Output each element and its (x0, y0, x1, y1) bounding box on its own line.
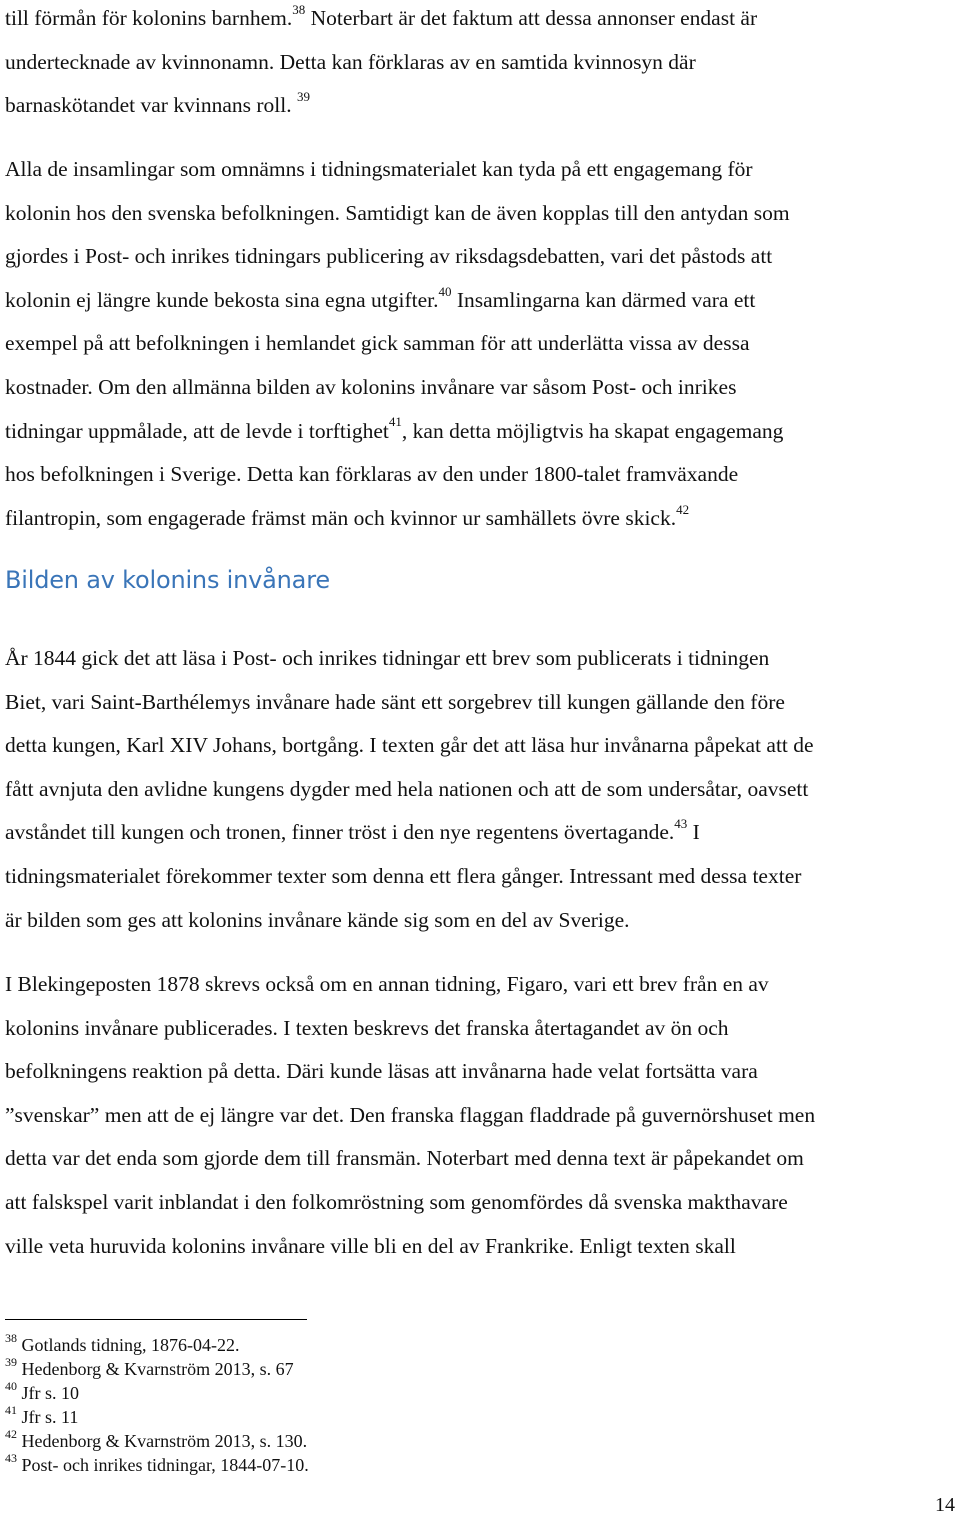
text-segment: Noterbart är det faktum att dessa annonser endast är (305, 6, 758, 30)
paragraph-1 (5, 0, 955, 128)
footnotes (5, 1333, 309, 1477)
footnote-number: 41 (5, 1403, 17, 1417)
footnote-number: 42 (5, 1427, 17, 1441)
footnote-reference: 42 (676, 501, 690, 517)
text-line (5, 681, 955, 725)
text-segment: kolonin ej längre kunde bekosta sina egna utgifter. (5, 287, 439, 312)
text-line (5, 855, 955, 899)
footnote-39 (5, 1357, 309, 1381)
text-segment: fått avnjuta den avlidne kungens dygder med hela nationen och att de som undersåtar, oavsett (5, 776, 809, 801)
footnote-reference: 41 (388, 414, 402, 430)
text-line (5, 1181, 955, 1225)
text-line (5, 768, 955, 812)
text-segment: , kan detta möjligtvis ha skapat engagemang (401, 418, 784, 443)
text-line (5, 497, 955, 541)
text-line (5, 1225, 955, 1269)
text-line (5, 1007, 955, 1051)
text-line (5, 148, 955, 192)
text-segment: undertecknade av kvinnonamn. Detta kan förklaras av en samtida kvinnosyn där (5, 49, 696, 74)
text-segment: är bilden som ges att kolonins invånare kände sig som en del av Sverige. (5, 907, 630, 932)
text-segment: filantropin, som engagerade främst män och kvinnor ur samhällets övre skick. (5, 505, 677, 530)
text-segment: kostnader. Om den allmänna bilden av kolonins invånare var såsom Post- och inrikes (5, 374, 737, 399)
footnote-41 (5, 1405, 309, 1429)
footnote-38 (5, 1333, 309, 1357)
text-line (5, 279, 955, 323)
page-number: 14 (935, 1494, 955, 1516)
text-line (5, 1050, 955, 1094)
footnote-reference: 40 (438, 283, 452, 299)
text-segment: Insamlingarna kan därmed vara ett (451, 287, 756, 312)
text-segment: avståndet till kungen och tronen, finner tröst i den nye regentens övertagande. (5, 820, 675, 845)
footnote-40 (5, 1381, 309, 1405)
paragraph-2 (5, 148, 955, 540)
footnote-43 (5, 1453, 309, 1477)
text-line (5, 41, 955, 85)
text-segment: till förmån för kolonins barnhem. (5, 6, 293, 30)
text-line (5, 0, 955, 41)
text-line (5, 366, 955, 410)
text-segment: Alla de insamlingar som omnämns i tidningsmaterialet kan tyda på ett engagemang för (5, 157, 753, 181)
footnote-text: Hedenborg & Kvarnström 2013, s. 130. (17, 1431, 308, 1451)
text-segment: År 1844 gick det att läsa i Post- och inrikes tidningar ett brev som publicerats i tidningen (5, 646, 770, 670)
text-segment: kolonin hos den svenska befolkningen. Samtidigt kan de även kopplas till den antydan som (5, 200, 790, 225)
paragraph-3 (5, 637, 955, 942)
text-segment: tidningar uppmålade, att de levde i torftighet (5, 418, 389, 443)
footnote-text: Jfr s. 11 (17, 1407, 79, 1427)
footnote-reference: 39 (296, 89, 310, 105)
text-segment: exempel på att befolkningen i hemlandet gick samman för att underlätta vissa av dessa (5, 331, 750, 356)
paragraph-4 (5, 963, 955, 1268)
footnote-number: 43 (5, 1451, 17, 1465)
footnote-separator (5, 1319, 307, 1320)
text-segment: hos befolkningen i Sverige. Detta kan förklaras av den under 1800-talet framväxande (5, 462, 739, 487)
text-line (5, 1137, 955, 1181)
text-line (5, 322, 955, 366)
text-line (5, 453, 955, 497)
footnote-reference: 38 (292, 1, 306, 17)
text-line (5, 410, 955, 454)
text-line (5, 963, 955, 1007)
footnote-text: Gotlands tidning, 1876-04-22. (17, 1335, 240, 1355)
text-segment: Biet, vari Saint-Barthélemys invånare hade sänt ett sorgebrev till kungen gällande den före (5, 689, 785, 714)
text-line (5, 899, 955, 943)
text-segment: gjordes i Post- och inrikes tidningars publicering av riksdagsdebatten, vari det påstods att (5, 244, 773, 269)
text-segment: I (687, 820, 700, 845)
text-segment: ”svenskar” men att de ej längre var det. Den franska flaggan fladdrade på guvernörshuset men (5, 1102, 816, 1127)
text-segment: att falskspel varit inblandat i den folkomröstning som genomfördes då svenska makthavare (5, 1189, 788, 1214)
footnote-number: 39 (5, 1355, 17, 1369)
footnote-42 (5, 1429, 309, 1453)
text-segment: barnaskötandet var kvinnans roll. (5, 93, 297, 118)
text-segment: befolkningens reaktion på detta. Däri kunde läsas att invånarna hade velat fortsätta vara (5, 1059, 758, 1084)
text-segment: kolonins invånare publicerades. I texten beskrevs det franska återtagandet av ön och (5, 1015, 729, 1040)
text-line (5, 84, 955, 128)
text-segment: I Blekingeposten 1878 skrevs också om en annan tidning, Figaro, vari ett brev från en av (5, 972, 769, 996)
footnote-number: 38 (5, 1331, 17, 1345)
text-line (5, 192, 955, 236)
text-line (5, 637, 955, 681)
footnote-text: Post- och inrikes tidningar, 1844-07-10. (17, 1455, 309, 1475)
section-heading: Bilden av kolonins invånare (5, 566, 330, 594)
footnote-text: Hedenborg & Kvarnström 2013, s. 67 (17, 1359, 294, 1379)
text-line (5, 1094, 955, 1138)
text-segment: detta kungen, Karl XIV Johans, bortgång. I texten går det att läsa hur invånarna påpekat att de (5, 733, 814, 758)
text-line (5, 811, 955, 855)
text-segment: tidningsmaterialet förekommer texter som denna ett flera gånger. Intressant med dessa texter (5, 863, 802, 888)
text-line (5, 724, 955, 768)
footnote-text: Jfr s. 10 (17, 1383, 79, 1403)
text-segment: ville veta huruvida kolonins invånare ville bli en del av Frankrike. Enligt texten skall (5, 1233, 736, 1258)
text-line (5, 235, 955, 279)
text-segment: detta var det enda som gjorde dem till fransmän. Noterbart med denna text är påpekandet om (5, 1146, 804, 1171)
footnote-reference: 43 (674, 816, 688, 832)
footnote-number: 40 (5, 1379, 17, 1393)
